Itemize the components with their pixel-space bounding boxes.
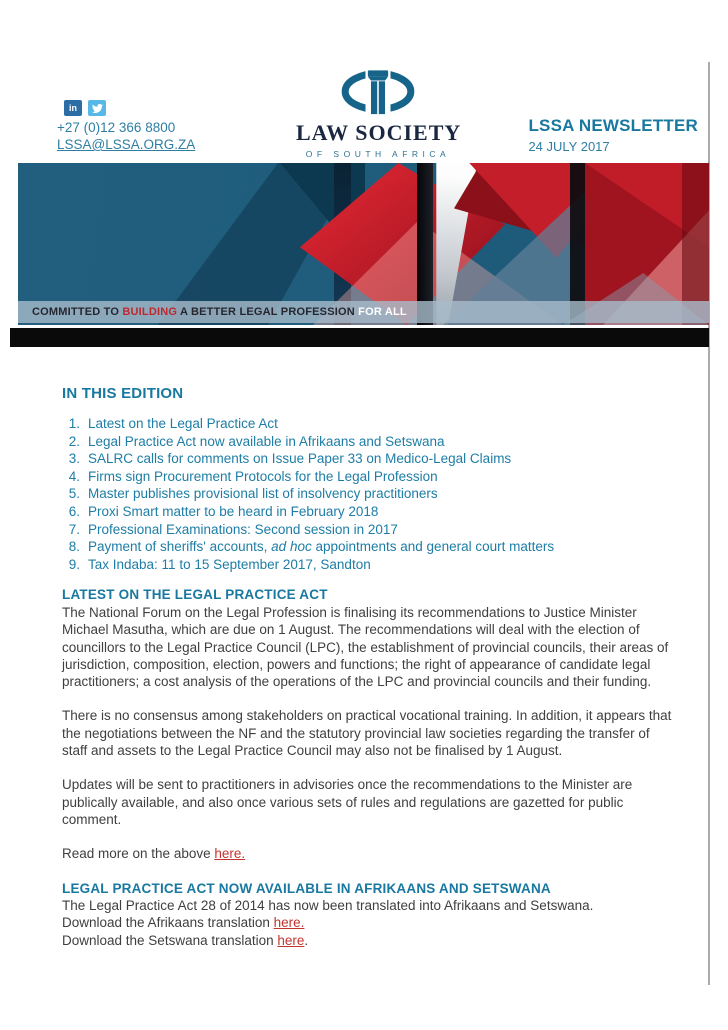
twitter-bird-glyph bbox=[92, 103, 103, 114]
email-link[interactable]: LSSA@LSSA.ORG.ZA bbox=[57, 137, 196, 152]
section1-paragraph-3: Updates will be sent to practitioners in advisories once the recommendations to the Minister are publically available, and also once various sets of rules and regulations are gazetted for public comment. bbox=[62, 777, 633, 827]
section1-heading: LATEST ON THE LEGAL PRACTICE ACT bbox=[62, 587, 328, 603]
toc-item-5: 5. Master publishes provisional list of insolvency practitioners bbox=[68, 486, 438, 502]
masthead bbox=[528, 116, 698, 154]
download-setswana-line: Download the Setswana translation here. bbox=[62, 932, 309, 948]
toc-item-2: 2. Legal Practice Act now available in Afrikaans and Setswana bbox=[68, 433, 445, 449]
lssa-logo-icon bbox=[330, 68, 426, 118]
logo-name: LAW SOCIETY bbox=[296, 120, 462, 145]
toc-item-8: 8. Payment of sheriffs' accounts, ad hoc appointments and general court matters bbox=[68, 539, 555, 555]
newsletter-date: 24 JULY 2017 bbox=[528, 139, 610, 154]
tagline-pre: COMMITTED TO bbox=[32, 306, 123, 318]
lssa-logo bbox=[296, 68, 460, 159]
social-icons bbox=[64, 100, 106, 116]
phone-number: +27 (0)12 366 8800 bbox=[57, 120, 176, 135]
toc-item-4: 4. Firms sign Procurement Protocols for the Legal Profession bbox=[68, 468, 438, 484]
toc-item-7: 7. Professional Examinations: Second session in 2017 bbox=[68, 521, 398, 537]
banner-tagline bbox=[18, 301, 709, 323]
download-setswana-link[interactable]: here bbox=[277, 932, 305, 948]
banner-black-bar bbox=[10, 328, 709, 347]
logo-subtitle: OF SOUTH AFRICA bbox=[305, 149, 451, 159]
section2-intro: The Legal Practice Act 28 of 2014 has now been translated into Afrikaans and Setswana. bbox=[62, 898, 594, 914]
newsletter-title: LSSA NEWSLETTER bbox=[528, 116, 698, 135]
banner-artwork bbox=[18, 163, 709, 325]
toc-item-1: 1. Latest on the Legal Practice Act bbox=[68, 416, 278, 431]
tagline-building: BUILDING bbox=[122, 306, 178, 318]
readmore-link[interactable]: here. bbox=[214, 846, 246, 862]
linkedin-icon[interactable]: in bbox=[64, 100, 82, 116]
section1-paragraph-1: The National Forum on the Legal Profession is finalising its recommendations to Justice Minister Michael Masutha, which are due on 1 August. The recommendations will deal with the election of councillors to the Legal Practice Council (LPC), the establishment of provincial councils, their areas of jurisdiction, composition, election, powers and functions; the right of appearance of candidate legal practitioners; a cost analysis of the operations of the LPC and provincial councils and their funding. bbox=[62, 604, 669, 690]
section1-paragraph-2: There is no consensus among stakeholders on practical vocational training. In addition, it appears that the negotiations between the NF and the statutory provincial law societies regarding the transfer of staff and assets to the Legal Practice Council may also not be finalised by 1 August. bbox=[62, 708, 672, 759]
toc-item-3: 3. SALRC calls for comments on Issue Paper 33 on Medico-Legal Claims bbox=[68, 451, 512, 467]
toc-heading: IN THIS EDITION bbox=[62, 385, 184, 402]
toc-item-9: 9. Tax Indaba: 11 to 15 September 2017, Sandton bbox=[68, 556, 371, 572]
contact-block bbox=[57, 119, 195, 153]
section2-heading: LEGAL PRACTICE ACT NOW AVAILABLE IN AFRIKAANS AND SETSWANA bbox=[62, 880, 551, 896]
download-afrikaans-line: Download the Afrikaans translation here. bbox=[62, 915, 305, 931]
toc-item-6: 6. Proxi Smart matter to be heard in February 2018 bbox=[68, 503, 379, 519]
download-afrikaans-link[interactable]: here. bbox=[273, 915, 305, 931]
readmore-line: Read more on the above here. bbox=[62, 846, 246, 862]
tagline-mid: A BETTER LEGAL PROFESSION bbox=[177, 306, 359, 318]
newsletter-body bbox=[62, 384, 676, 949]
tagline-forall: FOR ALL bbox=[358, 306, 407, 318]
twitter-icon[interactable] bbox=[88, 100, 106, 116]
